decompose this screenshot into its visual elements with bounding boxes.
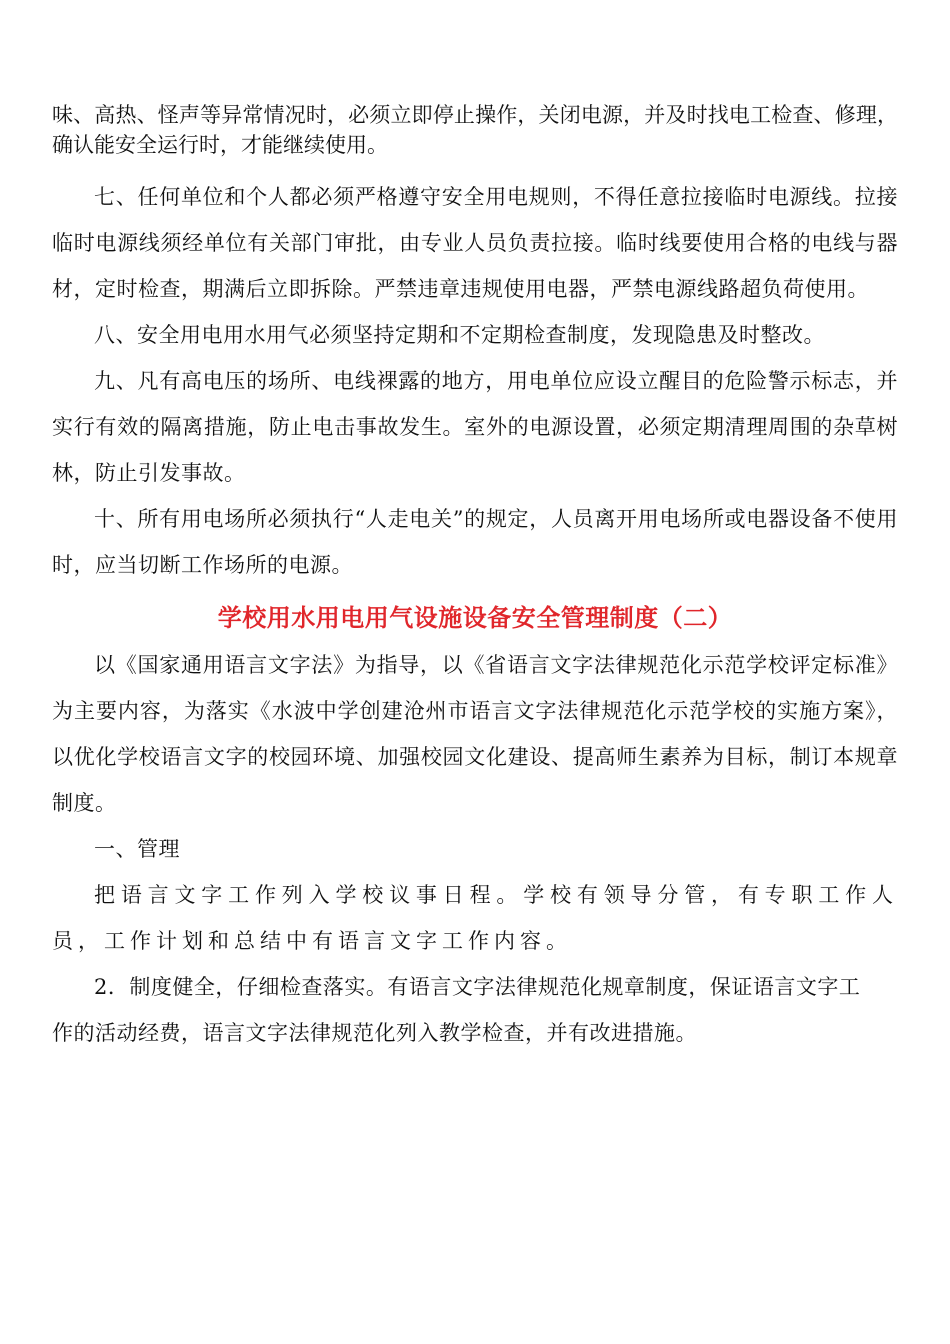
section-intro: 以《国家通用语言文字法》为指导，以《省语言文字法律规范化示范学校评定标准》为主要内容，为落实《水波中学创建沧州市语言文字法律规范化示范学校的实施方案》，以优化学校语言文字的校园环境、加强校园文化建设、提高师生素养为目标，制订本规章制度。	[52, 653, 898, 815]
subsection-heading-management: 一、管理	[94, 837, 180, 861]
paragraph-management-1: 把语言文字工作列入学校议事日程。学校有领导分管，有专职工作人员，工作计划和总结中有语言文字工作内容。	[52, 883, 898, 953]
paragraph-item-9: 九、凡有高电压的场所、电线裸露的地方，用电单位应设立醒目的危险警示标志，并实行有效的隔离措施，防止电击事故发生。室外的电源设置，必须定期清理周围的杂草树林，防止引发事故。	[52, 369, 898, 485]
paragraph-management-2b: 作的活动经费，语言文字法律规范化列入教学检查，并有改进措施。	[52, 1021, 697, 1045]
paragraph-item-10: 十、所有用电场所必须执行“人走电关”的规定，人员离开用电场所或电器设备不使用时，应当切断工作场所的电源。	[52, 507, 898, 577]
paragraph-item-7: 七、任何单位和个人都必须严格遵守安全用电规则，不得任意拉接临时电源线。拉接临时电源线须经单位有关部门审批，由专业人员负责拉接。临时线要使用合格的电线与器材，定时检查，期满后立即拆除。严禁违章违规使用电器，严禁电源线路超负荷使用。	[52, 185, 898, 301]
section-title: 学校用水用电用气设施设备安全管理制度（二）	[217, 603, 733, 632]
document-page	[52, 100, 898, 1056]
paragraph-management-2a: 2．制度健全，仔细检查落实。有语言文字法律规范化规章制度，保证语言文字工	[94, 975, 861, 999]
paragraph-continued: 味、高热、怪声等异常情况时，必须立即停止操作，关闭电源，并及时找电工检查、修理，确认能安全运行时，才能继续使用。	[52, 103, 898, 157]
paragraph-item-8: 八、安全用电用水用气必须坚持定期和不定期检查制度，发现隐患及时整改。	[94, 323, 825, 347]
